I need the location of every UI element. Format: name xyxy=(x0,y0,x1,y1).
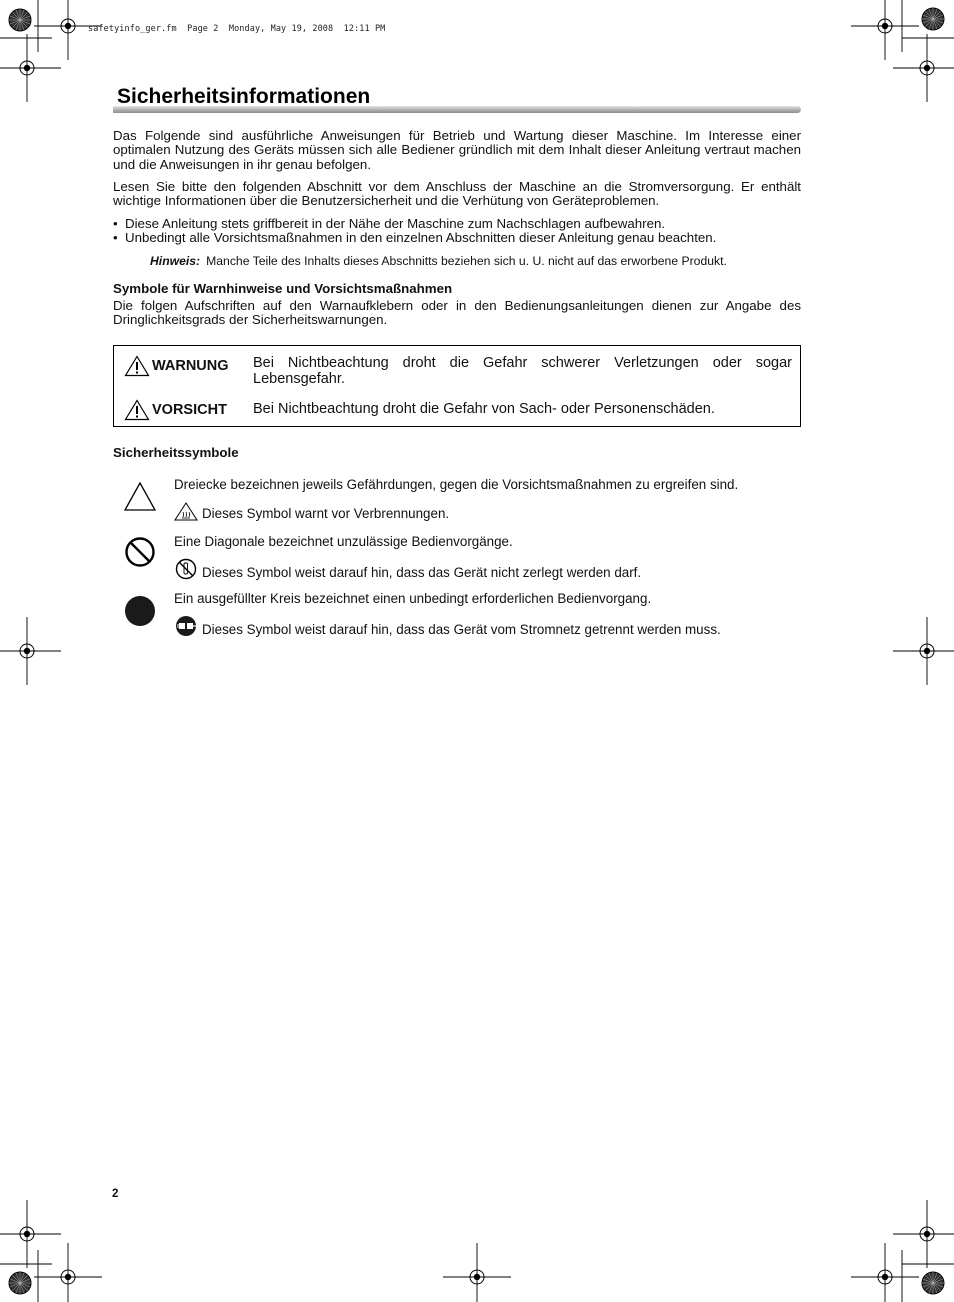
note-text: Manche Teile des Inhalts dieses Abschnitts beziehen sich u. U. nicht auf das erworbene Produkt. xyxy=(206,254,727,268)
warning-triangle-icon xyxy=(124,399,150,421)
filled-circle-icon xyxy=(122,594,158,628)
burn-example xyxy=(174,502,449,521)
file-info-header: safetyinfo_ger.fm Page 2 Monday, May 19, 2008 12:11 PM xyxy=(88,24,386,34)
no-disassembly-icon xyxy=(174,558,200,580)
triangle-icon xyxy=(122,480,158,514)
caution-label xyxy=(124,399,227,421)
prohibition-description: Eine Diagonale bezeichnet unzulässige Bedienvorgänge. xyxy=(174,534,513,549)
burn-warning-icon xyxy=(174,502,200,521)
page-number: 2 xyxy=(112,1188,119,1200)
triangle-description: Dreiecke bezeichnen jeweils Gefährdungen, gegen die Vorsichtsmaßnahmen zu ergreifen sind. xyxy=(174,477,739,492)
warning-label-text: WARNUNG xyxy=(152,358,229,374)
no-disassembly-example-text: Dieses Symbol weist darauf hin, dass das Gerät nicht zerlegt werden darf. xyxy=(202,565,642,580)
unplug-example-text: Dieses Symbol weist darauf hin, dass das Gerät vom Stromnetz getrennt werden muss. xyxy=(202,622,721,637)
page-title: Sicherheitsinformationen xyxy=(117,85,371,108)
intro-paragraph-2: Lesen Sie bitte den folgenden Abschnitt vor dem Anschluss der Maschine an die Stromversorgung. Er enthält wichtige Informationen über die Benutzersicherheit und die Verhütung von Geräteproblemen. xyxy=(113,179,801,209)
safety-symbols-heading: Sicherheitssymbole xyxy=(113,445,239,460)
intro-paragraph-1: Das Folgende sind ausführliche Anweisungen für Betrieb und Wartung dieser Maschine. Im Interesse einer optimalen Nutzung des Geräts müssen sich alle Bediener gründlich mit dem Inhalt dieser Anleitung vertraut machen und die Anweisungen in ihr genau befolgen. xyxy=(113,128,801,172)
list-item-text: Diese Anleitung stets griffbereit in der Nähe der Maschine zum Nachschlagen aufbewahren. xyxy=(125,216,666,231)
warning-label xyxy=(124,355,229,377)
unplug-example xyxy=(174,615,721,637)
unplug-icon xyxy=(174,615,200,637)
warning-triangle-icon xyxy=(124,355,150,377)
section-title-block xyxy=(113,84,801,114)
instruction-list xyxy=(113,217,801,246)
caution-label-text: VORSICHT xyxy=(152,402,227,418)
warning-symbols-text: Die folgen Aufschriften auf den Warnaufklebern oder in den Bedienungsanleitungen dienen zur Angabe des Dringlichkeitsgrads der Sicherheitswarnungen. xyxy=(113,298,801,328)
caution-description: Bei Nichtbeachtung droht die Gefahr von Sach- oder Personenschäden. xyxy=(253,401,715,417)
no-disassembly-example xyxy=(174,558,641,580)
note-label: Hinweis: xyxy=(150,254,201,268)
warning-symbols-heading: Symbole für Warnhinweise und Vorsichtsmaßnahmen xyxy=(113,281,453,296)
warning-description: Bei Nichtbeachtung droht die Gefahr schwerer Verletzungen oder sogar Lebensgefahr. xyxy=(253,355,792,387)
list-item xyxy=(113,231,801,245)
note xyxy=(150,254,810,268)
list-item-text: Unbedingt alle Vorsichtsmaßnahmen in den einzelnen Abschnitten dieser Anleitung genau beachten. xyxy=(125,230,717,246)
list-item xyxy=(113,217,801,231)
bullet-marker: • xyxy=(113,230,118,246)
bullet-marker: • xyxy=(113,216,118,231)
prohibition-icon xyxy=(122,535,158,569)
burn-example-text: Dieses Symbol warnt vor Verbrennungen. xyxy=(202,506,450,521)
filled-circle-description: Ein ausgefüllter Kreis bezeichnet einen unbedingt erforderlichen Bedienvorgang. xyxy=(174,591,652,606)
warning-levels-box xyxy=(113,345,801,427)
